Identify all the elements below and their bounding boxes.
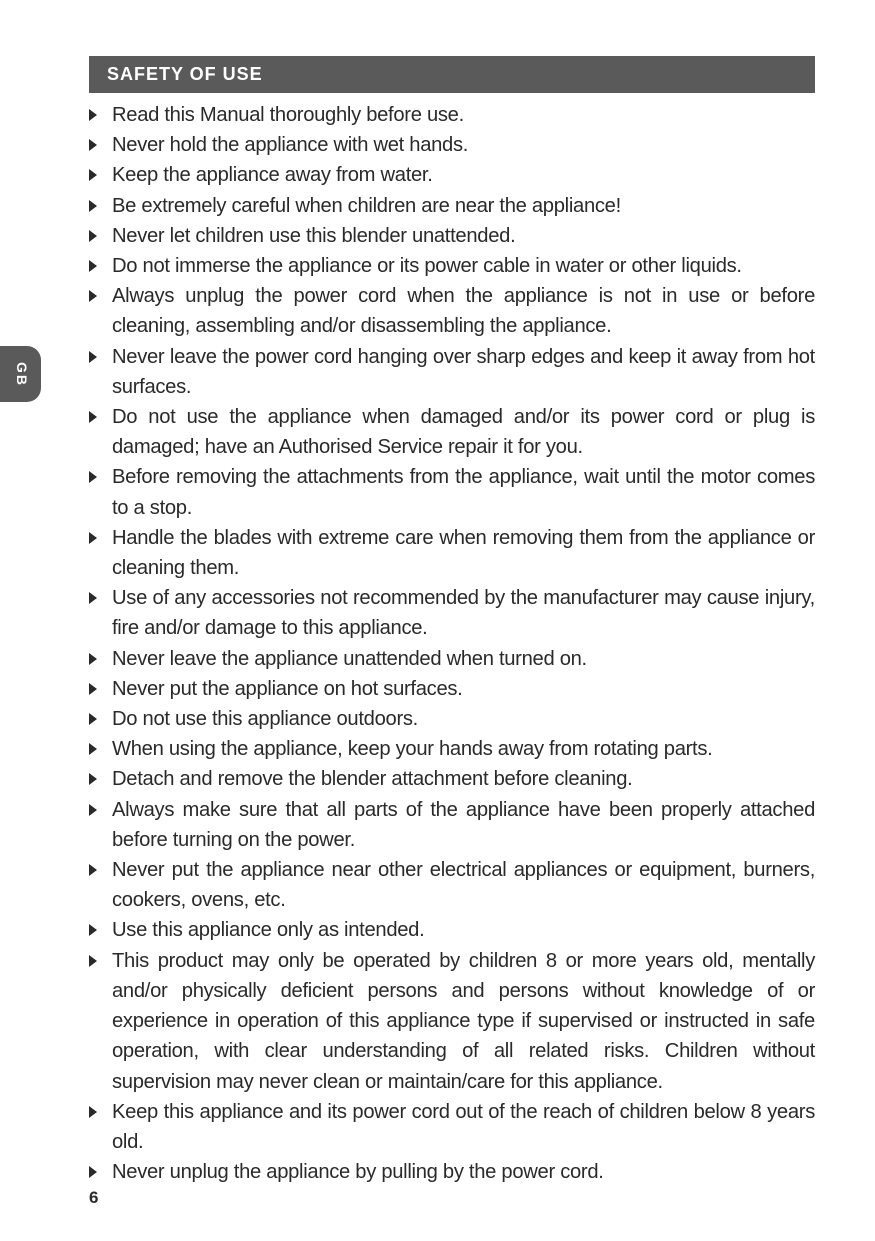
safety-rule-item xyxy=(89,191,815,221)
page-number: 6 xyxy=(89,1188,99,1207)
safety-rule-text: Always make sure that all parts of the appliance have been properly attached before turning on the power. xyxy=(112,798,815,851)
section-title: SAFETY OF USE xyxy=(107,64,263,84)
safety-rule-item xyxy=(89,734,815,764)
safety-rule-item xyxy=(89,281,815,341)
safety-rule-text: When using the appliance, keep your hands away from rotating parts. xyxy=(112,738,713,761)
bullet-icon xyxy=(89,592,97,604)
bullet-icon xyxy=(89,1106,97,1118)
safety-rule-text: Never leave the appliance unattended when turned on. xyxy=(112,647,587,670)
safety-rule-item xyxy=(89,644,815,674)
safety-rule-item xyxy=(89,1157,815,1187)
safety-rules-list xyxy=(89,100,815,1187)
bullet-icon xyxy=(89,1166,97,1178)
safety-rule-item xyxy=(89,402,815,462)
bullet-icon xyxy=(89,864,97,876)
safety-rule-text: Never hold the appliance with wet hands. xyxy=(112,134,469,157)
safety-rule-item xyxy=(89,462,815,522)
safety-rule-text: Before removing the attachments from the appliance, wait until the motor comes to a stop. xyxy=(112,466,815,519)
safety-rule-text: Handle the blades with extreme care when removing them from the appliance or cleaning them. xyxy=(112,526,815,580)
safety-rule-text: Use this appliance only as intended. xyxy=(112,919,425,942)
bullet-icon xyxy=(89,109,97,121)
section-header xyxy=(89,56,815,93)
safety-rule-item xyxy=(89,100,815,130)
bullet-icon xyxy=(89,653,97,665)
safety-rule-text: Read this Manual thoroughly before use. xyxy=(112,104,464,126)
bullet-icon xyxy=(89,230,97,242)
bullet-icon xyxy=(89,471,97,483)
safety-rule-text: Always unplug the power cord when the appliance is not in use or before cleaning, assembling and/or disassembling the appliance. xyxy=(112,285,815,338)
safety-rule-item xyxy=(89,251,815,281)
safety-rule-item xyxy=(89,221,815,251)
safety-rule-text: Keep the appliance away from water. xyxy=(112,164,433,187)
bullet-icon xyxy=(89,351,97,363)
safety-rule-item xyxy=(89,855,815,915)
safety-rule-item xyxy=(89,1097,815,1157)
bullet-icon xyxy=(89,743,97,755)
safety-rule-item xyxy=(89,704,815,734)
safety-rule-text: Use of any accessories not recommended by the manufacturer may cause injury, fire and/or damage to this appliance. xyxy=(112,587,815,640)
safety-rule-item xyxy=(89,583,815,643)
bullet-icon xyxy=(89,169,97,181)
bullet-icon xyxy=(89,139,97,151)
bullet-icon xyxy=(89,290,97,302)
safety-rule-item xyxy=(89,764,815,794)
safety-rule-item xyxy=(89,946,815,1097)
bullet-icon xyxy=(89,924,97,936)
safety-rule-text: Never put the appliance near other electrical appliances or equipment, burners, cookers, ovens, etc. xyxy=(112,859,815,912)
safety-rule-item xyxy=(89,795,815,855)
safety-rule-text: Never let children use this blender unattended. xyxy=(112,224,516,247)
safety-rule-item xyxy=(89,674,815,704)
safety-rule-text: Do not immerse the appliance or its power cable in water or other liquids. xyxy=(112,255,742,278)
bullet-icon xyxy=(89,955,97,967)
bullet-icon xyxy=(89,260,97,272)
bullet-icon xyxy=(89,200,97,212)
safety-rule-text: Detach and remove the blender attachment before cleaning. xyxy=(112,768,633,791)
safety-rule-text: Keep this appliance and its power cord out of the reach of children below 8 years old. xyxy=(112,1100,815,1153)
safety-rule-item xyxy=(89,342,815,402)
safety-rule-text: Never unplug the appliance by pulling by the power cord. xyxy=(112,1161,604,1184)
bullet-icon xyxy=(89,773,97,785)
safety-rule-text: Never put the appliance on hot surfaces. xyxy=(112,677,463,700)
bullet-icon xyxy=(89,804,97,816)
safety-rule-item xyxy=(89,523,815,583)
safety-rule-item xyxy=(89,160,815,190)
safety-rule-item xyxy=(89,130,815,160)
safety-rule-text: This product may only be operated by children 8 or more years old, mentally and/or physically deficient persons and persons without knowledge of or experience in operation of this appliance type if supervised or instructed in safe operation, with clear understanding of all related risks. Children without supervision may never clean or maintain/care for this appliance. xyxy=(112,949,815,1093)
language-tab xyxy=(0,346,41,402)
safety-rule-text: Do not use this appliance outdoors. xyxy=(112,708,418,731)
bullet-icon xyxy=(89,713,97,725)
bullet-icon xyxy=(89,411,97,423)
safety-rule-text: Be extremely careful when children are near the appliance! xyxy=(112,194,621,217)
bullet-icon xyxy=(89,532,97,544)
language-label: GB xyxy=(14,362,30,387)
safety-rule-text: Never leave the power cord hanging over sharp edges and keep it away from hot surfaces. xyxy=(112,345,815,398)
safety-rule-item xyxy=(89,915,815,945)
safety-rule-text: Do not use the appliance when damaged and/or its power cord or plug is damaged; have an Authorised Service repair it for you. xyxy=(112,406,815,459)
bullet-icon xyxy=(89,683,97,695)
